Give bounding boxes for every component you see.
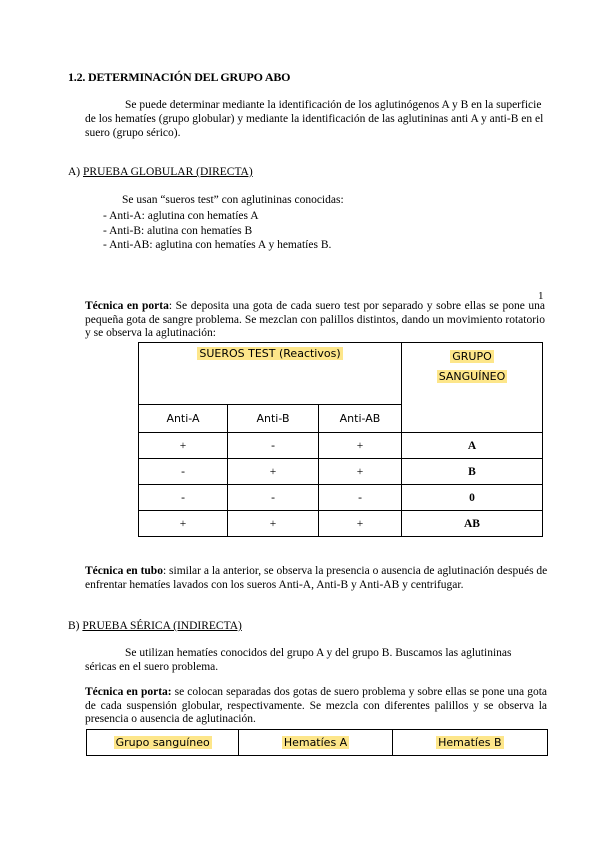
table-a-col-header: Anti-A xyxy=(139,405,228,433)
porta-a-text: : Se deposita una gota de cada suero test por separado y sobre ellas se pone una pequeña gota de sangre problema. Se mezclan con palillos distintos, dando un movimiento rotatorio y se observa la aglutinación: xyxy=(85,300,546,339)
porta-a-paragraph xyxy=(85,300,545,341)
table-a-header-grupo xyxy=(402,343,543,433)
table-cell: - xyxy=(228,485,319,511)
tubo-paragraph xyxy=(85,564,555,592)
porta-b-paragraph xyxy=(85,686,547,727)
table-cell: + xyxy=(139,433,228,459)
table-cell: - xyxy=(139,459,228,485)
section-b-prefix: B) xyxy=(68,620,83,632)
table-cell: + xyxy=(319,433,402,459)
page-title: 1.2. DETERMINACIÓN DEL GRUPO ABO xyxy=(68,70,291,84)
section-b-heading xyxy=(68,620,242,632)
abo-globular-table xyxy=(138,342,543,537)
table-a-header-right-2: SANGUÍNEO xyxy=(438,370,506,383)
table-cell: + xyxy=(319,511,402,537)
table-cell: AB xyxy=(402,511,543,537)
table-cell: B xyxy=(402,459,543,485)
porta-a-label: Técnica en porta xyxy=(85,300,169,312)
serica-table xyxy=(86,729,548,756)
section-a-heading xyxy=(68,166,253,178)
table-cell: + xyxy=(319,459,402,485)
table-cell: 0 xyxy=(402,485,543,511)
list-item: - Anti-AB: aglutina con hematíes A y hematíes B. xyxy=(103,239,332,251)
section-a-bullet-list xyxy=(103,209,331,253)
table-a-header-right-1: GRUPO xyxy=(452,350,492,363)
section-a-title: PRUEBA GLOBULAR (DIRECTA) xyxy=(83,166,253,178)
table-cell: + xyxy=(139,511,228,537)
tubo-label: Técnica en tubo xyxy=(85,565,163,577)
table-cell: + xyxy=(228,459,319,485)
table-a-col-header: Anti-B xyxy=(228,405,319,433)
table-a-col-header: Anti-AB xyxy=(319,405,402,433)
porta-b-label: Técnica en porta: xyxy=(85,686,172,698)
section-b-intro: Se utilizan hematíes conocidos del grupo A y del grupo B. Buscamos las aglutininas séricas en el suero problema. xyxy=(85,647,512,673)
table-cell: - xyxy=(139,485,228,511)
table-b-col-header: Hematíes A xyxy=(239,730,392,756)
table-b-col-header: Hematíes B xyxy=(392,730,547,756)
table-row xyxy=(139,459,543,485)
section-b-title: PRUEBA SÉRICA (INDIRECTA) xyxy=(82,620,242,632)
table-cell: A xyxy=(402,433,543,459)
table-row xyxy=(139,433,543,459)
porta-b-text: se colocan separadas dos gotas de suero problema y sobre ellas se pone una gota de cada suspensión globular, respectivamente. Se mezcla con diferentes palillos y se observa la presencia o ausencia de aglutinación. xyxy=(85,686,548,725)
table-a-header-reactivos xyxy=(139,343,402,405)
section-a-lead: Se usan “sueros test” con aglutininas conocidas: xyxy=(122,194,344,206)
tubo-text: : similar a la anterior, se observa la presencia o ausencia de aglutinación después de enfrentar hematíes lavados con los sueros Anti-A, Anti-B y Anti-AB y centrifugar. xyxy=(85,565,548,591)
section-a-prefix: A) xyxy=(68,166,84,178)
page-number: 1 xyxy=(538,290,544,302)
intro-paragraph: Se puede determinar mediante la identificación de los aglutinógenos A y B en la superficie de los hematíes (grupo globular) y mediante la identificación de las aglutininas anti A y anti-B en el suero (grupo sérico). xyxy=(85,99,544,139)
list-item: - Anti-A: aglutina con hematíes A xyxy=(103,210,259,222)
table-cell: - xyxy=(319,485,402,511)
table-b-col-header: Grupo sanguíneo xyxy=(87,730,239,756)
table-a-header-left: SUEROS TEST (Reactivos) xyxy=(199,347,341,360)
table-cell: - xyxy=(228,433,319,459)
table-row xyxy=(139,485,543,511)
list-item: - Anti-B: alutina con hematíes B xyxy=(103,224,253,237)
table-row xyxy=(139,511,543,537)
table-cell: + xyxy=(228,511,319,537)
